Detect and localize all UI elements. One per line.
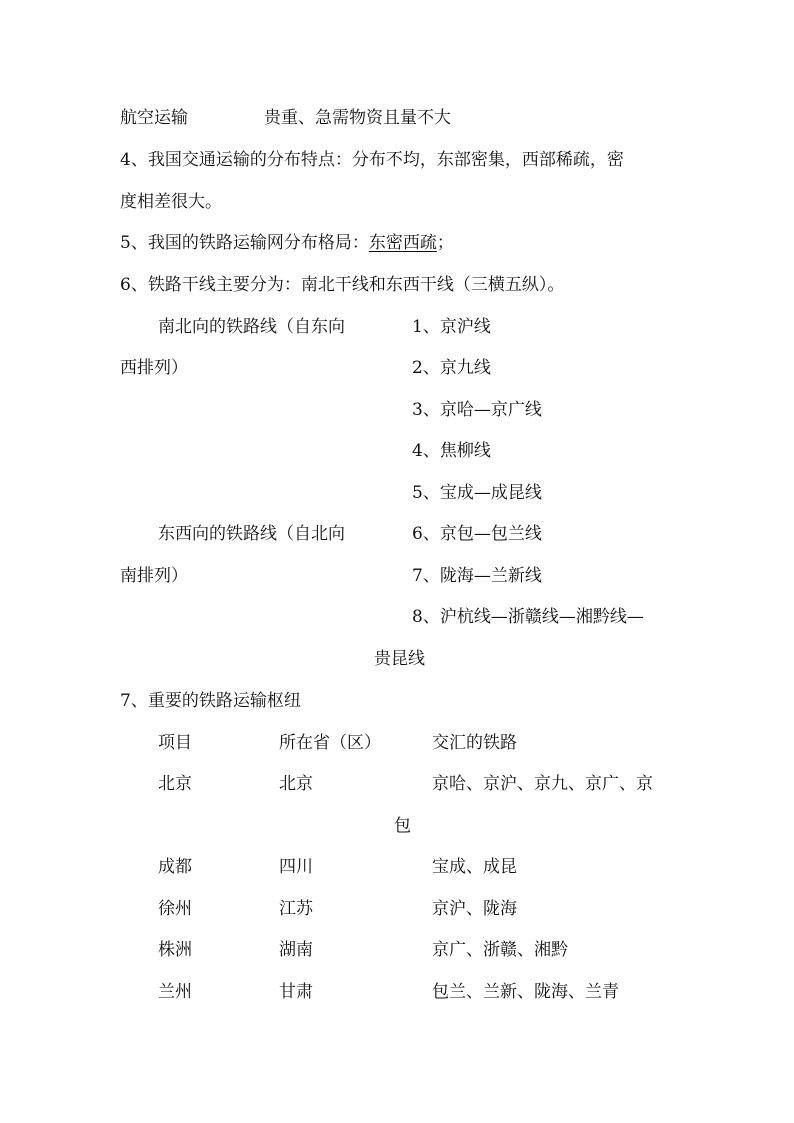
hub-city: 株洲	[158, 940, 192, 960]
hub-city: 兰州	[158, 982, 192, 1002]
hub-railways: 包兰、兰新、陇海、兰青	[432, 982, 619, 1002]
hub-province: 江苏	[279, 899, 313, 919]
hub-province: 四川	[279, 857, 313, 877]
item5-highlight: 东密西疏	[368, 233, 437, 253]
item5-suffix: ；	[436, 233, 454, 253]
rail-line8-continuation: 贵昆线	[374, 649, 425, 669]
rail-line-item: 3、京哈—京广线	[412, 400, 542, 420]
rail-line-item: 4、焦柳线	[412, 441, 491, 461]
hub-city: 成都	[158, 857, 192, 877]
hub-city: 徐州	[158, 899, 192, 919]
item4-line1: 4、我国交通运输的分布特点：分布不均，东部密集，西部稀疏，密	[120, 150, 624, 170]
hub-table-header-railways: 交汇的铁路	[432, 733, 517, 753]
rail-line-item: 1、京沪线	[412, 317, 491, 337]
air-transport-desc: 贵重、急需物资且量不大	[264, 108, 451, 128]
item4-line2: 度相差很大。	[120, 192, 222, 212]
rail-line-item: 2、京九线	[412, 358, 491, 378]
hub-railways: 京广、浙赣、湘黔	[432, 940, 568, 960]
hub-city: 北京	[158, 774, 192, 794]
item5-line	[120, 231, 454, 255]
air-transport-label: 航空运输	[120, 108, 188, 128]
hub-railways-continuation: 包	[394, 816, 411, 836]
rail-line-item: 6、京包—包兰线	[412, 524, 542, 544]
ns-group-label-1: 南北向的铁路线（自东向	[158, 317, 345, 337]
hub-railways: 京哈、京沪、京九、京广、京	[432, 774, 653, 794]
hub-railways: 宝成、成昆	[432, 857, 517, 877]
item7-title: 7、重要的铁路运输枢纽	[120, 691, 301, 711]
rail-line-item: 7、陇海—兰新线	[412, 566, 542, 586]
hub-province: 湖南	[279, 940, 313, 960]
item6-line: 6、铁路干线主要分为：南北干线和东西干线（三横五纵）。	[120, 275, 565, 295]
hub-province: 甘肃	[279, 982, 313, 1002]
ns-group-label-2: 西排列）	[120, 358, 188, 378]
rail-line-item: 5、宝成—成昆线	[412, 483, 542, 503]
ew-group-label-1: 东西向的铁路线（自北向	[158, 524, 345, 544]
ew-group-label-2: 南排列）	[120, 566, 188, 586]
hub-railways: 京沪、陇海	[432, 899, 517, 919]
rail-line-item: 8、沪杭线—浙赣线—湘黔线—	[412, 607, 644, 627]
item5-prefix: 5、我国的铁路运输网分布格局：	[120, 233, 369, 253]
hub-table-header-province: 所在省（区）	[279, 733, 381, 753]
hub-province: 北京	[279, 774, 313, 794]
hub-table-header-item: 项目	[158, 733, 192, 753]
